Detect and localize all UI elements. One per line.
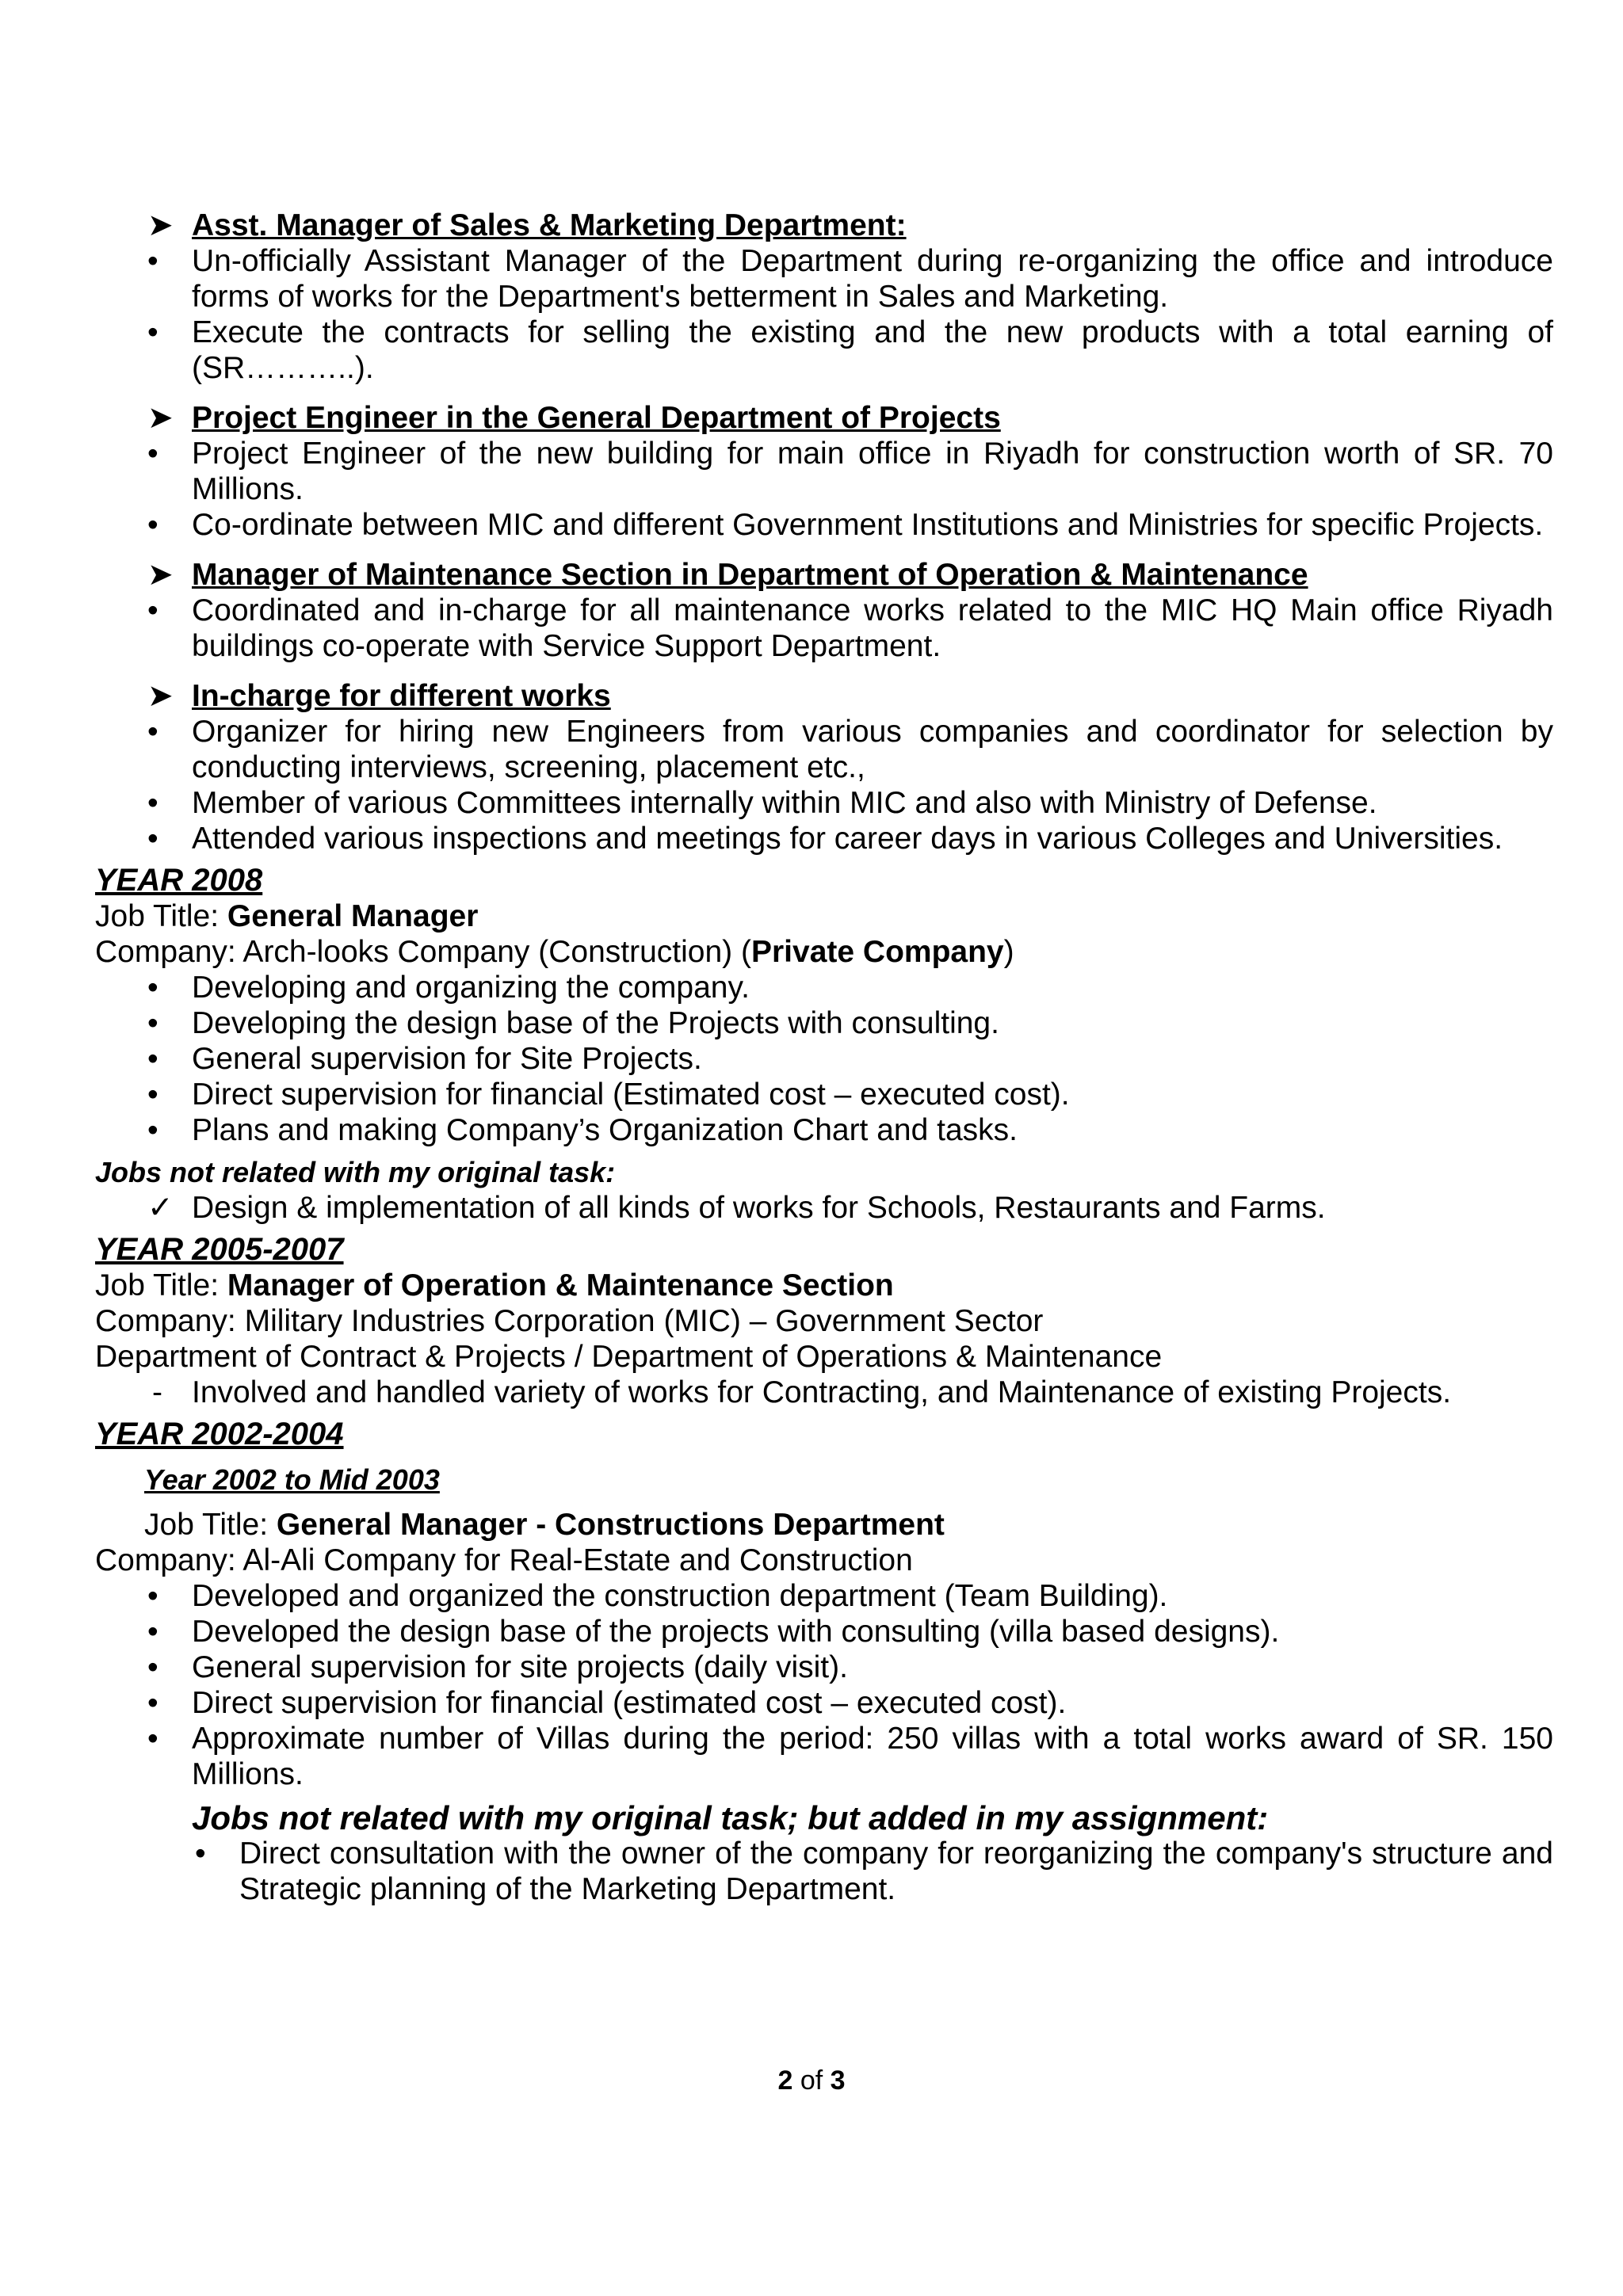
section-heading	[95, 557, 1553, 593]
year-heading: YEAR 2005-2007	[95, 1232, 344, 1267]
company-line: Company: Al-Ali Company for Real-Estate and Construction	[95, 1543, 913, 1577]
bullet-list	[95, 1836, 1553, 1907]
section-heading	[95, 208, 1553, 243]
bullet-list	[95, 1578, 1553, 1792]
arrow-bullet-icon: ➤	[147, 208, 174, 242]
bullet-list	[95, 970, 1553, 1148]
jobs-not-related-heading: Jobs not related with my original task:	[95, 1156, 616, 1188]
job-title-value: General Manager	[227, 899, 479, 933]
job-title-line	[95, 898, 1553, 934]
sub-period-heading: Year 2002 to Mid 2003	[144, 1463, 440, 1496]
arrow-bullet-icon: ➤	[147, 401, 174, 435]
company-close: )	[1003, 935, 1014, 969]
job-title-label: Job Title:	[144, 1508, 269, 1542]
job-title-value: Manager of Operation & Maintenance Section	[227, 1268, 894, 1302]
list-item: • Direct consultation with the owner of the company for reorganizing the company's structure and Strategic planning of the Marketing Department.	[95, 1836, 1553, 1907]
department-line: Department of Contract & Projects / Department of Operations & Maintenance	[95, 1340, 1163, 1374]
list-item: • Un-officially Assistant Manager of the Department during re-organizing the office and introduce forms of works for the Department's betterment in Sales and Marketing.	[95, 243, 1553, 315]
company-sector: Private Company	[750, 935, 1004, 969]
list-item: • Project Engineer of the new building for main office in Riyadh for construction worth of SR. 70 Millions.	[95, 436, 1553, 507]
job-title-line	[95, 1507, 1553, 1543]
list-item: ✓ Design & implementation of all kinds of works for Schools, Restaurants and Farms.	[95, 1190, 1553, 1226]
page-number	[0, 2063, 1623, 2099]
list-item: • Member of various Committees internally within MIC and also with Ministry of Defense.	[95, 785, 1553, 821]
bullet-list	[95, 714, 1553, 856]
check-list	[95, 1190, 1553, 1226]
list-item: • Developed and organized the construction department (Team Building).	[95, 1578, 1553, 1614]
list-item: • Co-ordinate between MIC and different Government Institutions and Ministries for specific Projects.	[95, 507, 1553, 543]
company-line	[95, 934, 1553, 970]
list-item: • Coordinated and in-charge for all maintenance works related to the MIC HQ Main office Riyadh buildings co-operate with Service Support Department.	[95, 593, 1553, 664]
list-item: • General supervision for Site Projects.	[95, 1041, 1553, 1077]
content-column	[95, 208, 1553, 1907]
list-item: • Execute the contracts for selling the existing and the new products with a total earning of (SR………..).	[95, 315, 1553, 386]
list-item: - Involved and handled variety of works for Contracting, and Maintenance of existing Projects.	[95, 1375, 1553, 1410]
page-current: 2	[777, 2065, 793, 2096]
heading-text: Asst. Manager of Sales & Marketing Department:	[192, 208, 907, 242]
year-heading: YEAR 2002-2004	[95, 1417, 344, 1451]
section-heading	[95, 400, 1553, 436]
arrow-bullet-icon: ➤	[147, 558, 174, 592]
list-item: • Direct supervision for financial (estimated cost – executed cost).	[95, 1685, 1553, 1721]
heading-text: Project Engineer in the General Department of Projects	[192, 401, 1001, 435]
company-line: Company: Military Industries Corporation (MIC) – Government Sector	[95, 1304, 1044, 1338]
bullet-list	[95, 593, 1553, 664]
list-item: • Approximate number of Villas during the period: 250 villas with a total works award of SR. 150 Millions.	[95, 1721, 1553, 1792]
company-label: Company: Arch-looks Company (Construction) (	[95, 935, 751, 969]
job-title-value: General Manager - Constructions Department	[276, 1508, 945, 1542]
list-item: • General supervision for site projects (daily visit).	[95, 1650, 1553, 1685]
job-title-label: Job Title:	[95, 899, 220, 933]
bullet-list	[95, 436, 1553, 543]
list-item: • Attended various inspections and meetings for career days in various Colleges and Universities.	[95, 821, 1553, 856]
list-item: • Direct supervision for financial (Estimated cost – executed cost).	[95, 1077, 1553, 1112]
job-title-label: Job Title:	[95, 1268, 220, 1302]
bullet-list	[95, 243, 1553, 386]
heading-text: In-charge for different works	[192, 679, 611, 713]
dash-list	[95, 1375, 1553, 1410]
page-total: 3	[830, 2065, 846, 2096]
jobs-not-related-heading: Jobs not related with my original task; but added in my assignment:	[192, 1799, 1269, 1836]
list-item: • Plans and making Company’s Organization Chart and tasks.	[95, 1112, 1553, 1148]
heading-text: Manager of Maintenance Section in Department of Operation & Maintenance	[192, 558, 1308, 592]
section-heading	[95, 678, 1553, 714]
list-item: • Developing the design base of the Projects with consulting.	[95, 1005, 1553, 1041]
list-item: • Organizer for hiring new Engineers from various companies and coordinator for selection by conducting interviews, screening, placement etc.,	[95, 714, 1553, 785]
page-of: of	[800, 2065, 823, 2096]
year-heading: YEAR 2008	[95, 863, 263, 898]
job-title-line	[95, 1268, 1553, 1303]
list-item: • Developed the design base of the projects with consulting (villa based designs).	[95, 1614, 1553, 1650]
list-item: • Developing and organizing the company.	[95, 970, 1553, 1005]
arrow-bullet-icon: ➤	[147, 679, 174, 713]
